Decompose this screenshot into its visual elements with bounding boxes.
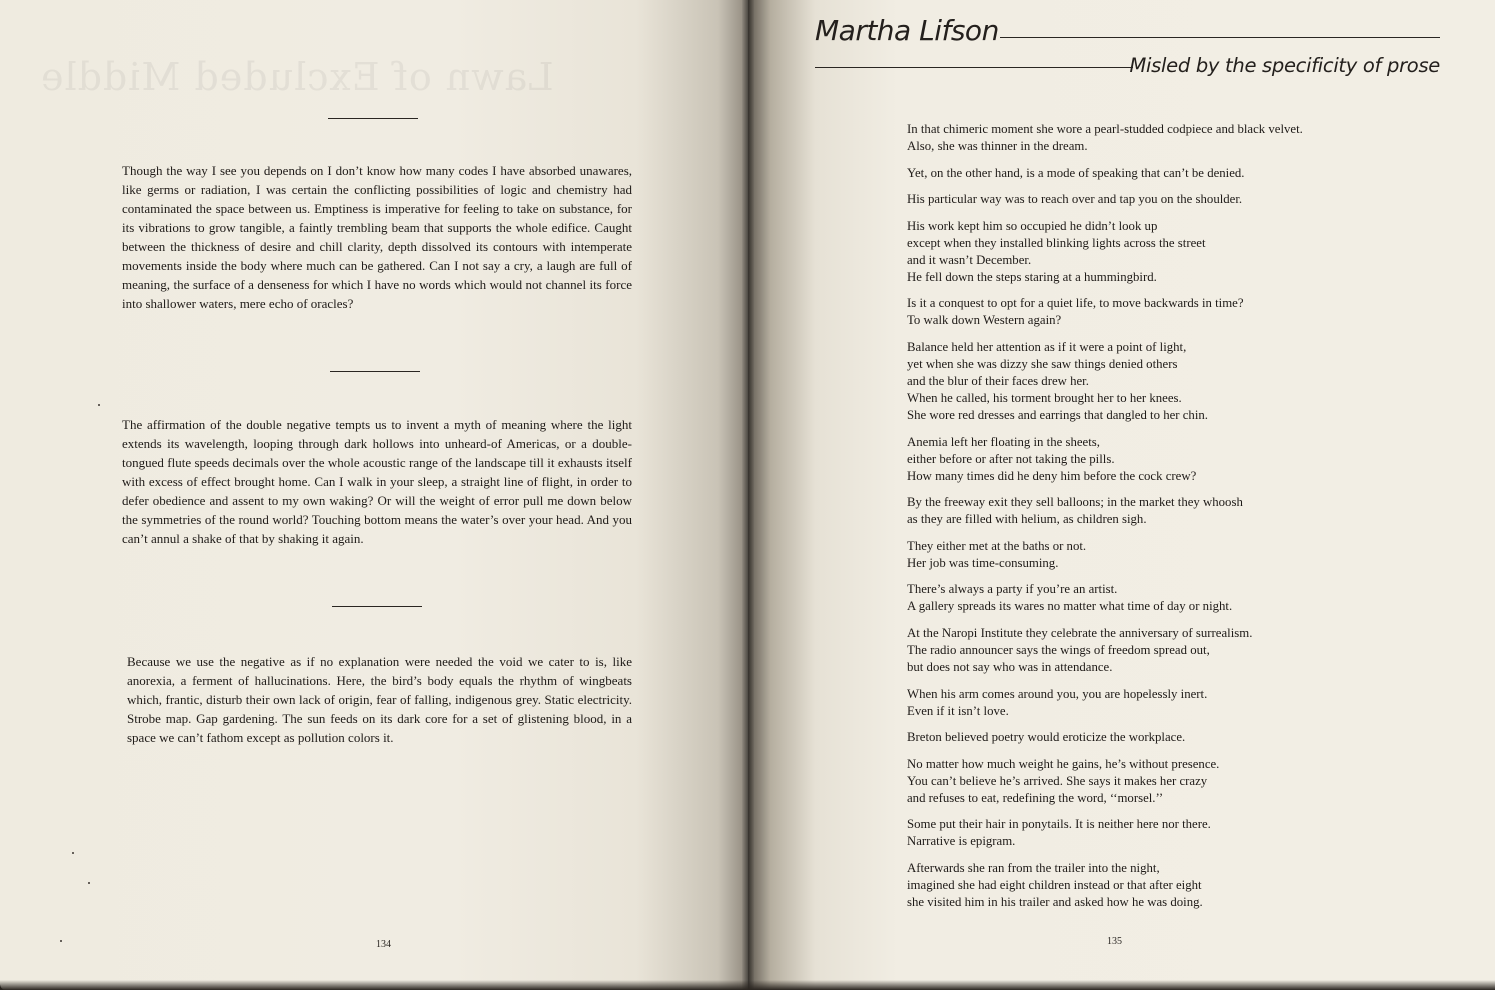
poem-line: imagined she had eight children instead or that after eight — [907, 877, 1202, 892]
poem-line: How many times did he deny him before the cock crew? — [907, 468, 1197, 483]
poem-stanza — [907, 494, 1377, 528]
poem-line: His particular way was to reach over and tap you on the shoulder. — [907, 192, 1243, 207]
poem-line: and it wasn’t December. — [907, 252, 1032, 267]
poem-line: Afterwards she ran from the trailer into the night, — [907, 860, 1160, 875]
poem-line: No matter how much weight he gains, he’s without presence. — [907, 756, 1220, 771]
poem-line: she visited him in his trailer and asked how he was doing. — [907, 894, 1203, 909]
poem-stanza — [907, 625, 1377, 676]
poem-stanza — [907, 581, 1377, 615]
page-number: 135 — [1107, 936, 1122, 947]
paper-speck — [60, 940, 62, 942]
section-divider — [332, 606, 422, 607]
section-divider — [328, 118, 418, 119]
poem-stanza — [907, 816, 1377, 850]
poem-line: either before or after not taking the pills. — [907, 451, 1115, 466]
poem-line: A gallery spreads its wares no matter what time of day or night. — [907, 599, 1233, 614]
paper-speck — [88, 882, 90, 884]
poem-line: and the blur of their faces drew her. — [907, 373, 1089, 388]
poem-line: Also, she was thinner in the dream. — [907, 139, 1088, 153]
poem-line: The radio announcer says the wings of freedom spread out, — [907, 642, 1210, 657]
poem-line: Even if it isn’t love. — [907, 703, 1009, 718]
author-rule — [1000, 37, 1440, 38]
poem-stanza — [907, 538, 1377, 572]
poem-stanza — [907, 756, 1377, 807]
poem-line: but does not say who was in attendance. — [907, 659, 1113, 674]
prose-paragraph-2: The affirmation of the double negative tempts us to invent a myth of meaning where the light extends its wavelength, looping through dark hollows into unheard-of Americas, or a double-tongued flute speeds decimals over the whole acoustic range of the landscape till it exhausts itself with excess of effect brought home. Can I walk in your sleep, a straight line of flight, in order to defer obedience and assent to my own waking? Or will the weight of error pull me down below the symmetries of the round world? Touching bottom means the water’s over your head. And you can’t annul a shake of that by shaking it again. — [122, 417, 632, 546]
poem-line: Yet, on the other hand, is a mode of speaking that can’t be denied. — [907, 165, 1245, 180]
paper-speck — [98, 404, 100, 406]
title-rule — [815, 67, 1133, 68]
poem-line: Balance held her attention as if it were a point of light, — [907, 339, 1187, 354]
page-number: 134 — [376, 939, 391, 950]
poem-stanza — [907, 121, 1377, 155]
poem-line: as they are filled with helium, as children sigh. — [907, 512, 1147, 527]
poem-line: Is it a conquest to opt for a quiet life, to move backwards in time? — [907, 296, 1244, 311]
poem-stanza — [907, 339, 1377, 424]
poem-line: She wore red dresses and earrings that dangled to her chin. — [907, 407, 1208, 422]
poem-title: Misled by the specificity of prose — [1129, 54, 1440, 77]
poem-line: They either met at the baths or not. — [907, 538, 1087, 553]
poem-body — [907, 121, 1377, 921]
poem-line: He fell down the steps staring at a hummingbird. — [907, 269, 1157, 284]
poem-stanza — [907, 191, 1377, 208]
prose-paragraph-3: Because we use the negative as if no explanation were needed the void we cater to is, like anorexia, a ferment of hallucinations. Here, the bird’s body equals the rhythm of wingbeats which, frantic, disturb their own lack of origin, fear of falling, indigenous grey. Static electricity. Strobe map. Gap gardening. The sun feeds on its dark core for a set of glistening blood, in a space we can’t fathom except as pollution colors it. — [127, 654, 632, 745]
poem-stanza — [907, 860, 1377, 911]
poem-line: except when they installed blinking lights across the street — [907, 235, 1206, 250]
poem-line: In that chimeric moment she wore a pearl-studded codpiece and black velvet. — [907, 122, 1303, 136]
page-edge-shadow — [0, 980, 1495, 990]
poem-stanza — [907, 434, 1377, 485]
poem-line: To walk down Western again? — [907, 313, 1062, 328]
poem-line: There’s always a party if you’re an artist. — [907, 582, 1118, 597]
poem-line: By the freeway exit they sell balloons; in the market they whoosh — [907, 495, 1243, 510]
poem-line: His work kept him so occupied he didn’t look up — [907, 218, 1158, 233]
paper-speck — [72, 852, 74, 854]
show-through-decoration: Lawn of Excluded Middle — [40, 55, 554, 99]
poem-line: Narrative is epigram. — [907, 834, 1016, 849]
poem-line: You can’t believe he’s arrived. She says it makes her crazy — [907, 773, 1208, 788]
prose-paragraph-1: Though the way I see you depends on I don’t know how many codes I have absorbed unawares, like germs or radiation, I was certain the conflicting possibilities of logic and chemistry had contaminated the space between us. Emptiness is imperative for feeling to take on substance, for its vibrations to grow tangible, a faintly trembling beam that supports the whole edifice. Caught between the thickness of desire and chill clarity, depth dissolved its contours with intemperate movements inside the body where much can be gathered. Can I not say a cry, a laugh are full of meaning, the surface of a denseness for which I have no words which would not channel its force into shallower waters, mere echo of oracles? — [122, 163, 632, 311]
poem-line: Her job was time-consuming. — [907, 555, 1059, 570]
poem-stanza — [907, 295, 1377, 329]
poem-stanza — [907, 218, 1377, 286]
poem-line: Some put their hair in ponytails. It is neither here nor there. — [907, 817, 1211, 832]
section-divider — [330, 371, 420, 372]
poem-line: At the Naropi Institute they celebrate the anniversary of surrealism. — [907, 625, 1253, 640]
poem-stanza — [907, 729, 1377, 746]
poem-line: Breton believed poetry would eroticize the workplace. — [907, 730, 1186, 745]
poem-stanza — [907, 165, 1377, 182]
poem-stanza — [907, 686, 1377, 720]
poem-line: When his arm comes around you, you are hopelessly inert. — [907, 686, 1208, 701]
poem-line: and refuses to eat, redefining the word, ‘‘morsel.’’ — [907, 790, 1164, 805]
author-name: Martha Lifson — [815, 14, 999, 47]
poem-line: yet when she was dizzy she saw things denied others — [907, 356, 1178, 371]
poem-line: When he called, his torment brought her to her knees. — [907, 390, 1182, 405]
book-gutter — [742, 0, 754, 990]
poem-line: Anemia left her floating in the sheets, — [907, 434, 1100, 449]
